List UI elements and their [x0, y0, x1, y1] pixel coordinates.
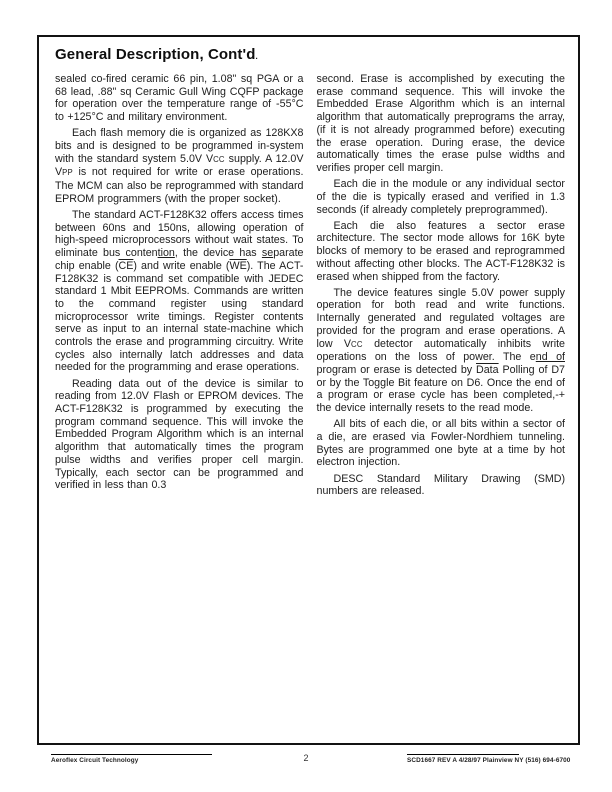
footer-revision-block [407, 754, 583, 764]
paragraph: DESC Standard Military Drawing (SMD) numbers are released. [316, 472, 565, 498]
paragraph: All bits of each die, or all bits within a sector of a die, are erased via Fowler-Nordhiem tunneling. Bytes are programmed one byte at a time by hot electron injection. [316, 418, 565, 469]
page-title [55, 46, 565, 63]
right-column [317, 73, 566, 502]
footer-revision-text: SCD1667 REV A 4/28/97 Plainview NY (516) 694-6700 [407, 757, 571, 764]
paragraph: The device features single 5.0V power supply operation for both read and write functions. Internally generated and regulated voltages are provided for the program and erase operations. A low VCC detector automatically inhibits write operations on the loss of power. The end of program or erase is detected by Data Polling of D7 or by the Toggle Bit feature on D6. Once the end of a program or erase cycle has been completed,-+ the device internally resets to the read mode. [316, 286, 565, 415]
paragraph: Reading data out of the device is similar to reading from 12.0V Flash or EPROM devices. The ACT-F128K32 is programmed by executing the program command sequence. This will invoke the Embedded Program Algorithm which is an internal algorithm that automatically times the program pulse widths and verifies proper cell margin. Typically, each sector can be programmed and verified in less than 0.3 [55, 377, 304, 492]
left-column [55, 73, 304, 502]
page-content-frame [37, 35, 580, 745]
footer-company-name: Aeroflex Circuit Technology [51, 757, 139, 764]
footer-right-rule [407, 754, 519, 755]
paragraph: Each die in the module or any individual sector of the die is typically erased and verified in 1.3 seconds (if already completely preprogrammed). [316, 178, 565, 216]
paragraph: sealed co-fired ceramic 66 pin, 1.08" sq PGA or a 68 lead, .88" sq Ceramic Gull Wing CQFP package for operation over the temperature range of -55°C to +125°C and military environment. [55, 73, 304, 124]
two-column-body [55, 73, 565, 502]
paragraph: Each die also features a sector erase architecture. The sector mode allows for 16K byte blocks of memory to be erased and reprogrammed without affecting other blocks. The ACT-F128K32 is erased when shipped from the factory. [316, 219, 565, 283]
page-number: 2 [303, 753, 309, 763]
paragraph: second. Erase is accomplished by executing the erase command sequence. This will invoke the Embedded Erase Algorithm which is an internal algorithm that automatically preprograms the array, (if it is not already programmed before) executing the erase operation. During erase, the device automatically times the erase pulse widths and verifies proper cell margin. [316, 73, 565, 174]
page-title-period: . [255, 52, 258, 61]
page-title-text: General Description, Cont'd [55, 46, 256, 63]
paragraph: Each flash memory die is organized as 128KX8 bits and is designed to be programmed in-system with the standard system 5.0V VCC supply. A 12.0V VPP is not required for write or erase operations. The MCM can also be reprogrammed with standard EPROM programmers (with the proper socket). [55, 127, 304, 205]
paragraph: The standard ACT-F128K32 offers access times between 60ns and 150ns, allowing operation of high-speed microprocessors without wait states. To eliminate bus contention, the device has separate chip enable $(\overline{CE})$ and write enable $(\overline{WE})$. The ACT-F128K32 is command set compatible with JEDEC standard 1 Mbit EEPROMs. Commands are written to the command register using standard microprocessor write timings. Register contents serve as input to an internal state-machine which controls the erase and programming circuitry. Write cycles also internally latch addresses and data needed for the programming and erase operations. [55, 209, 304, 374]
